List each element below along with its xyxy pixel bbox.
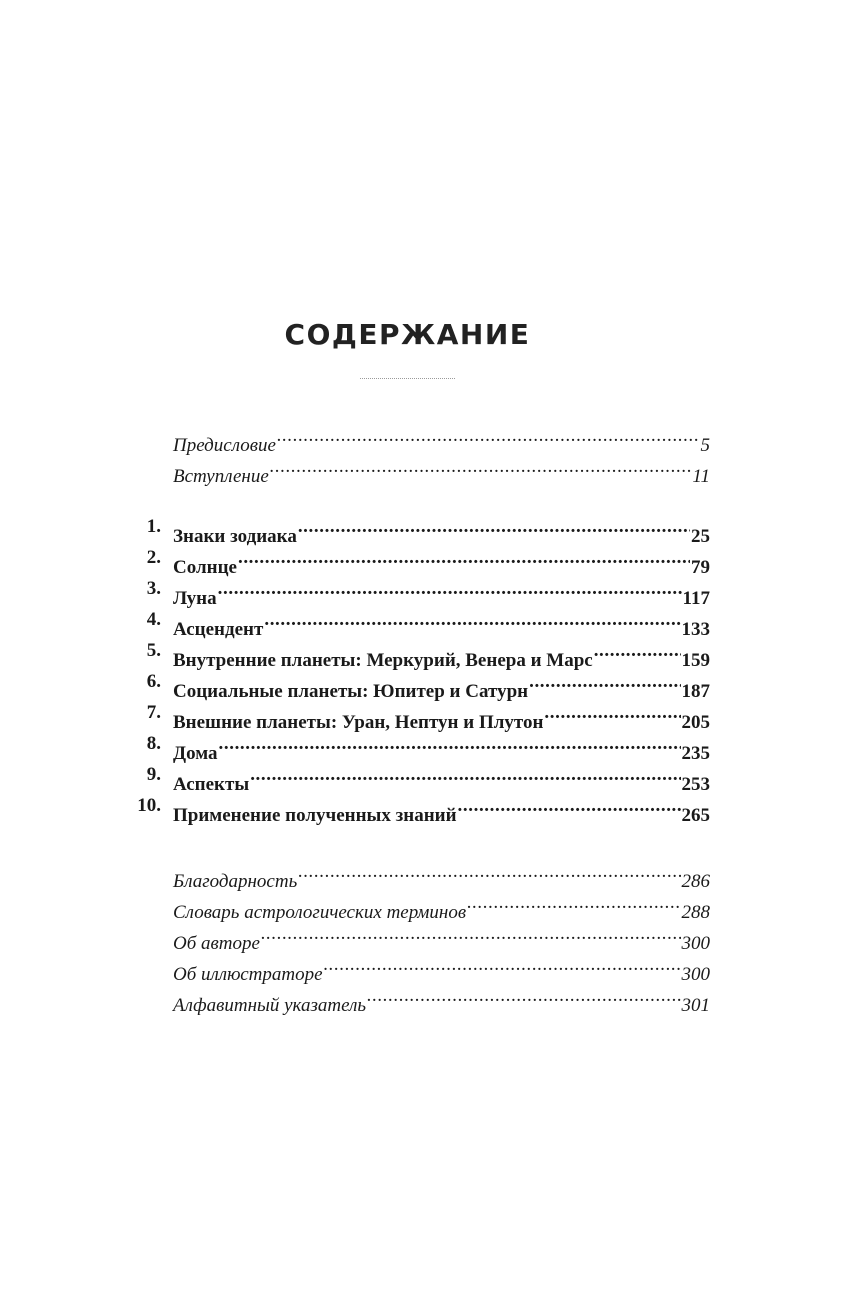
toc-chapter-entry[interactable] [130, 666, 710, 702]
toc-chapter-entry[interactable] [130, 573, 710, 609]
dot-leader [277, 420, 700, 451]
back-matter-list [130, 856, 710, 1016]
chapter-page: 253 [681, 774, 710, 795]
chapter-number: 3. [146, 578, 161, 599]
chapter-title: Внутренние планеты: Меркурий, Венера и Марс [173, 650, 593, 671]
dot-leader [270, 451, 692, 482]
chapter-title: Луна [173, 588, 217, 609]
toc-entry-page: 11 [692, 466, 710, 487]
toc-entry-page: 300 [681, 964, 710, 985]
dot-leader [544, 697, 680, 728]
toc-chapter-entry[interactable] [130, 728, 710, 764]
title-ornament-divider [360, 378, 455, 381]
chapter-title: Асцендент [173, 619, 264, 640]
toc-entry-page: 301 [681, 995, 710, 1016]
chapter-number: 1. [146, 516, 161, 537]
dot-leader [324, 949, 681, 980]
dot-leader [458, 790, 681, 821]
chapter-title: Солнце [173, 557, 237, 578]
chapter-page: 159 [681, 650, 710, 671]
chapter-number: 2. [146, 547, 161, 568]
chapter-title: Социальные планеты: Юпитер и Сатурн [173, 681, 529, 702]
toc-entry[interactable] [130, 918, 710, 954]
toc-title: СОДЕРЖАНИЕ [284, 318, 531, 351]
toc-entry-page: 300 [681, 933, 710, 954]
toc-entry[interactable] [130, 887, 710, 923]
chapter-number: 10. [137, 795, 161, 816]
toc-entry-title: Об иллюстраторе [173, 964, 323, 985]
toc-chapter-entry[interactable] [130, 542, 710, 578]
dot-leader [261, 918, 681, 949]
dot-leader [238, 542, 690, 573]
toc-entry-title: Благодарность [173, 871, 298, 892]
dot-leader [298, 856, 680, 887]
chapter-title: Применение полученных знаний [173, 805, 457, 826]
chapter-number: 9. [146, 764, 161, 785]
toc-entry[interactable] [130, 980, 710, 1016]
dot-leader [250, 759, 680, 790]
toc-entry-title: Об авторе [173, 933, 260, 954]
toc-chapter-entry[interactable] [130, 635, 710, 671]
chapter-list [130, 511, 710, 826]
chapter-title: Знаки зодиака [173, 526, 297, 547]
dot-leader [594, 635, 681, 666]
dot-leader [264, 604, 680, 635]
toc-entry[interactable] [130, 856, 710, 892]
dot-leader [298, 511, 690, 542]
toc-entry-title: Словарь астрологических терминов [173, 902, 467, 923]
chapter-page: 79 [691, 557, 710, 578]
chapter-number: 5. [146, 640, 161, 661]
chapter-number: 6. [146, 671, 161, 692]
chapter-number: 7. [146, 702, 161, 723]
chapter-page: 133 [681, 619, 710, 640]
toc-entry-title: Алфавитный указатель [173, 995, 366, 1016]
chapter-title: Дома [173, 743, 218, 764]
toc-entry[interactable] [130, 420, 710, 456]
chapter-page: 187 [681, 681, 710, 702]
front-matter-list [130, 420, 710, 487]
chapter-page: 265 [681, 805, 710, 826]
dot-leader [529, 666, 680, 697]
toc-chapter-entry[interactable] [130, 697, 710, 733]
dot-leader [467, 887, 680, 918]
chapter-page: 235 [681, 743, 710, 764]
toc-entry-page: 5 [700, 435, 710, 456]
chapter-page: 205 [681, 712, 710, 733]
toc-entry-title: Предисловие [173, 435, 276, 456]
chapter-title: Внешние планеты: Уран, Нептун и Плутон [173, 712, 544, 733]
dot-leader [218, 573, 682, 604]
toc-entry-title: Вступление [173, 466, 269, 487]
toc-chapter-entry[interactable] [130, 604, 710, 640]
toc-chapter-entry[interactable] [130, 511, 710, 547]
chapter-page: 25 [691, 526, 710, 547]
chapter-title: Аспекты [173, 774, 250, 795]
toc-entry[interactable] [130, 451, 710, 487]
toc-chapter-entry[interactable] [130, 790, 710, 826]
toc-chapter-entry[interactable] [130, 759, 710, 795]
toc-entry-page: 286 [681, 871, 710, 892]
toc-entry-page: 288 [681, 902, 710, 923]
chapter-page: 117 [682, 588, 710, 609]
dot-leader [219, 728, 681, 759]
dot-leader [367, 980, 681, 1011]
chapter-number: 8. [146, 733, 161, 754]
chapter-number: 4. [146, 609, 161, 630]
toc-entry[interactable] [130, 949, 710, 985]
